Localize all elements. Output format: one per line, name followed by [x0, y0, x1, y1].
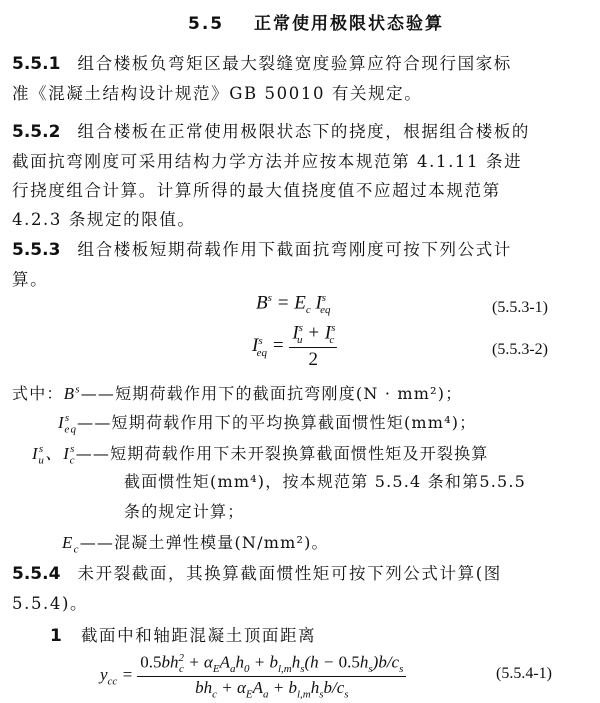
formula-number: (5.5.3-2) — [492, 341, 548, 358]
clause-text: 组合楼板在正常使用极限状态下的挠度，根据组合楼板的 — [77, 122, 530, 141]
clause-number: 5.5.3 — [12, 240, 61, 260]
definition-iu-ic-line3: 条的规定计算； — [124, 502, 245, 521]
section-number: 5.5 — [188, 14, 225, 34]
definition-iu-ic: $I^s_u$、$I^s_c——$短期荷载作用下未开裂换算截面惯性矩及开裂换算 — [32, 443, 489, 467]
formula-5-5-3-2: $I^s_{eq}$ = $\frac{I^s_u + I^s_c}{2}$ — [252, 322, 336, 371]
section-title-text: 正常使用极限状态验算 — [253, 14, 444, 34]
clause-5-5-1-line2: 准《混凝土结构设计规范》GB 50010 有关规定。 — [12, 84, 423, 103]
definition-text: ——短期荷载作用下的截面抗弯刚度(N · mm²)； — [80, 384, 463, 403]
section-title — [188, 9, 444, 34]
definition-ieq: $I^s_{eq}——$短期荷载作用下的平均换算截面惯性矩(mm⁴)； — [58, 412, 477, 436]
definition-text: ——短期荷载作用下未开裂换算截面惯性矩及开裂换算 — [75, 444, 489, 463]
clause-text: 组合楼板负弯矩区最大裂缝宽度验算应符合现行国家标 — [77, 54, 512, 73]
clause-5-5-2-line2: 截面抗弯刚度可采用结构力学方法并应按本规范第 4.1.11 条进 — [12, 152, 523, 171]
item-number: 1 — [50, 626, 62, 646]
clause-5-5-2-line3: 行挠度组合计算。计算所得的最大值挠度值不应超过本规范第 — [12, 181, 501, 200]
definition-iu-ic-line2: 截面惯性矩(mm⁴)，按本规范第 5.5.4 条和第5.5.5 — [124, 472, 527, 491]
definition-bs: 式中：$B^s——$短期荷载作用下的截面抗弯刚度(N · mm²)； — [12, 383, 463, 403]
definition-lead: 式中： — [12, 384, 64, 403]
clause-number: 5.5.1 — [12, 54, 61, 74]
clause-number: 5.5.2 — [12, 122, 61, 142]
clause-5-5-3-line2: 算。 — [12, 270, 49, 289]
formula-number: (5.5.4-1) — [496, 665, 552, 682]
clause-5-5-2-line4: 4.2.3 条规定的限值。 — [12, 210, 196, 229]
clause-5-5-4 — [12, 560, 502, 584]
item-1 — [50, 622, 316, 646]
formula-5-5-4-1: $y_{cc}$ = $\frac{0.5bh^2_c + \alpha_EA_ah_0 + b_{l,m}h_s(h - 0.5h_s)b/c_s}{bh_c + \alpha_EA_a + b_{l,m}h_sb/c_s}$ — [100, 652, 406, 700]
clause-text: 未开裂截面，其换算截面惯性矩可按下列公式计算(图 — [77, 564, 502, 583]
clause-5-5-2 — [12, 118, 530, 142]
definition-text: ——短期荷载作用下的平均换算截面惯性矩(mm⁴)； — [77, 413, 477, 432]
definition-text: ——混凝土弹性模量(N/mm²)。 — [79, 533, 329, 552]
clause-5-5-3 — [12, 236, 512, 260]
clause-5-5-1 — [12, 50, 512, 74]
clause-5-5-4-line2: 5.5.4)。 — [12, 594, 89, 613]
formula-number: (5.5.3-1) — [492, 299, 548, 316]
clause-text: 组合楼板短期荷载作用下截面抗弯刚度可按下列公式计 — [77, 240, 512, 259]
item-text: 截面中和轴距混凝土顶面距离 — [80, 626, 317, 645]
definition-ec: $E_c——$混凝土弹性模量(N/mm²)。 — [62, 533, 329, 556]
clause-number: 5.5.4 — [12, 564, 61, 584]
formula-5-5-3-1: $B^s = E_c$ $I^s_{eq}$ — [256, 292, 331, 317]
